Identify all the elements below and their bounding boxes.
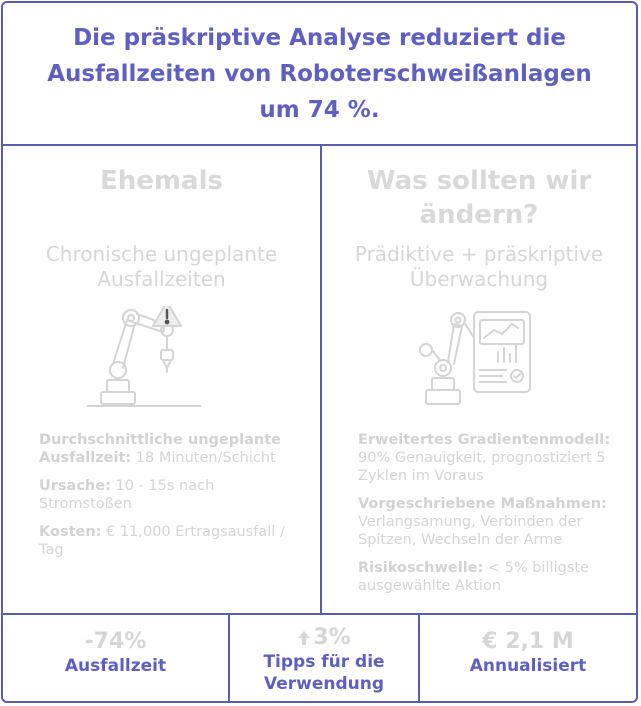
detail-value: 18 Minuten/Schicht: [135, 450, 276, 466]
stat-downtime: [3, 615, 230, 703]
stat-label: Annualisiert: [469, 656, 587, 676]
arrow-up-icon: [297, 630, 311, 646]
detail-item: [358, 431, 620, 485]
stat-usage-tips: [230, 615, 420, 703]
change-details: [358, 431, 620, 605]
detail-label: Durchschnittliche ungeplante Ausfallzeit:: [39, 432, 281, 466]
robot-arm-warning-icon: [87, 306, 201, 408]
before-subtitle: Chronische ungeplante Ausfallzeiten: [45, 242, 278, 291]
stat-value: -74%: [84, 629, 147, 654]
page-title: Die präskriptive Analyse reduziert die Ausfallzeiten von Roboterschweißanlagen um 74 %.: [47, 24, 592, 123]
change-subtitle: Prädiktive + präskriptive Überwachung: [354, 242, 604, 291]
detail-item: [39, 477, 304, 513]
change-column: [322, 146, 636, 613]
detail-value: 90% Genauigkeit, prognostiziert 5 Zyklen im Voraus: [358, 450, 606, 484]
stat-value-wrap: [230, 625, 418, 651]
change-title: Was sollten wir ändern?: [366, 166, 592, 230]
detail-item: [39, 431, 304, 467]
stats-footer: [3, 613, 636, 703]
stat-value: € 2,1 M: [482, 629, 574, 654]
stat-label: Ausfallzeit: [64, 656, 167, 676]
stat-annualized: [420, 615, 636, 703]
detail-label: Ursache:: [39, 478, 111, 494]
detail-item: [358, 495, 620, 549]
detail-label: Risikoschwelle:: [358, 560, 484, 576]
detail-item: [39, 523, 304, 559]
detail-value: € 11,000 Ertragsausfall / Tag: [39, 524, 285, 558]
detail-value: < 5% billigste ausgewählte Aktion: [358, 560, 589, 594]
stat-value: 3%: [313, 625, 351, 650]
detail-item: [358, 559, 620, 595]
detail-value: Verlangsamung, Verbinden der Spitzen, Wechseln der Arme: [358, 514, 583, 548]
detail-value: 10 - 15s nach Stromstößen: [39, 478, 215, 512]
before-column: [3, 146, 322, 613]
before-details: [39, 431, 304, 569]
infographic-card: [1, 1, 638, 703]
header: [3, 3, 636, 146]
detail-label: Vorgeschriebene Maßnahmen:: [358, 496, 607, 512]
stat-label: Tipps für die Verwendung: [263, 652, 385, 694]
before-title: Ehemals: [100, 166, 223, 196]
detail-label: Kosten:: [39, 524, 102, 540]
robot-arm-dashboard-icon: [416, 308, 532, 406]
detail-label: Erweitertes Gradientenmodell:: [358, 432, 611, 448]
